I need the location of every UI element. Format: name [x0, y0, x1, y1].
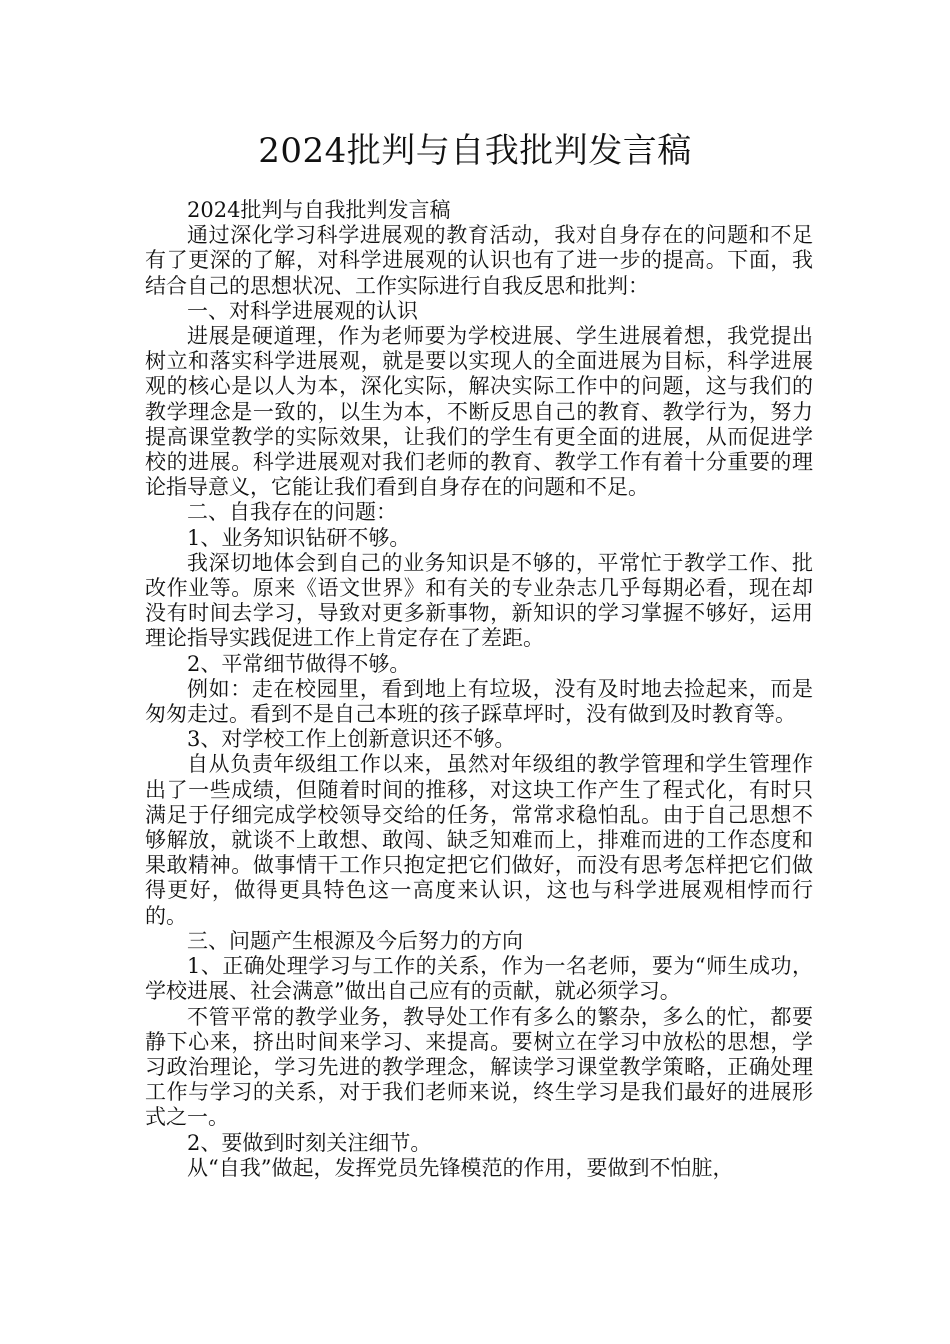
section-heading: 一、对科学进展观的认识: [187, 298, 418, 323]
section-heading: 三、问题产生根源及今后努力的方向: [187, 928, 523, 953]
paragraph: 我深切地体会到自己的业务知识是不够的，平常忙于教学工作、批改作业等。原来《语文世界》和有关的专业杂志几乎每期必看，现在却没有时间去学习，导致对更多新事物，新知识的学习掌握不够好，运用理论指导实践促进工作上肯定存在了差距。: [145, 550, 813, 651]
paragraph: 2024批判与自我批判发言稿: [187, 198, 451, 222]
paragraph: 从“自我”做起，发挥党员先锋模范的作用，要做到不怕脏，: [187, 1155, 734, 1180]
paragraph: 进展是硬道理，作为老师要为学校进展、学生进展着想，我党提出树立和落实科学进展观，就是要以实现人的全面进展为目标，科学进展观的核心是以人为本，深化实际，解决实际工作中的问题，这与我们的教学理念是一致的，以生为本，不断反思自己的教育、教学行为，努力提高课堂教学的实际效果，让我们的学生有更全面的进展，从而促进学校的进展。科学进展观对我们老师的教育、教学工作有着十分重要的理论指导意义，它能让我们看到自身存在的问题和不足。: [145, 324, 813, 500]
paragraph: 通过深化学习科学进展观的教育活动，我对自身存在的问题和不足有了更深的了解，对科学进展观的认识也有了进一步的提高。下面，我结合自己的思想状况、工作实际进行自我反思和批判：: [145, 223, 813, 298]
subsection-heading: 3、对学校工作上创新意识还不够。: [187, 727, 516, 752]
paragraph: 例如：走在校园里，看到地上有垃圾，没有及时地去捡起来，而是匆匆走过。看到不是自己本班的孩子踩草坪时，没有做到及时教育等。: [145, 676, 813, 727]
subsection-heading: 2、平常细节做得不够。: [187, 651, 411, 676]
paragraph: 1、正确处理学习与工作的关系，作为一名老师，要为“师生成功，学校进展、社会满意”做出自己应有的贡献，就必须学习。: [145, 954, 813, 1004]
paragraph: 不管平常的教学业务，教导处工作有多么的繁杂，多么的忙，都要静下心来，挤出时间来学习、来提高。要树立在学习中放松的思想，学习政治理论，学习先进的教学理念，解读学习课堂教学策略，正确处理工作与学习的关系，对于我们老师来说，终生学习是我们最好的进展形式之一。: [145, 1004, 813, 1130]
section-heading: 二、自我存在的问题：: [187, 500, 397, 525]
document-body: [145, 198, 813, 1181]
paragraph: 自从负责年级组工作以来，虽然对年级组的教学管理和学生管理作出了一些成绩，但随着时间的推移，对这块工作产生了程式化，有时只满足于仔细完成学校领导交给的任务，常常求稳怕乱。由于自己思想不够解放，就谈不上敢想、敢闯、缺乏知难而上，排难而进的工作态度和果敢精神。做事情干工作只抱定把它们做好，而没有思考怎样把它们做得更好，做得更具特色这一高度来认识，这也与科学进展观相悖而行的。: [145, 752, 813, 928]
subsection-heading: 2、要做到时刻关注细节。: [187, 1130, 432, 1155]
document-title: 2024批判与自我批判发言稿: [258, 131, 692, 171]
subsection-heading: 1、业务知识钻研不够。: [187, 525, 411, 550]
